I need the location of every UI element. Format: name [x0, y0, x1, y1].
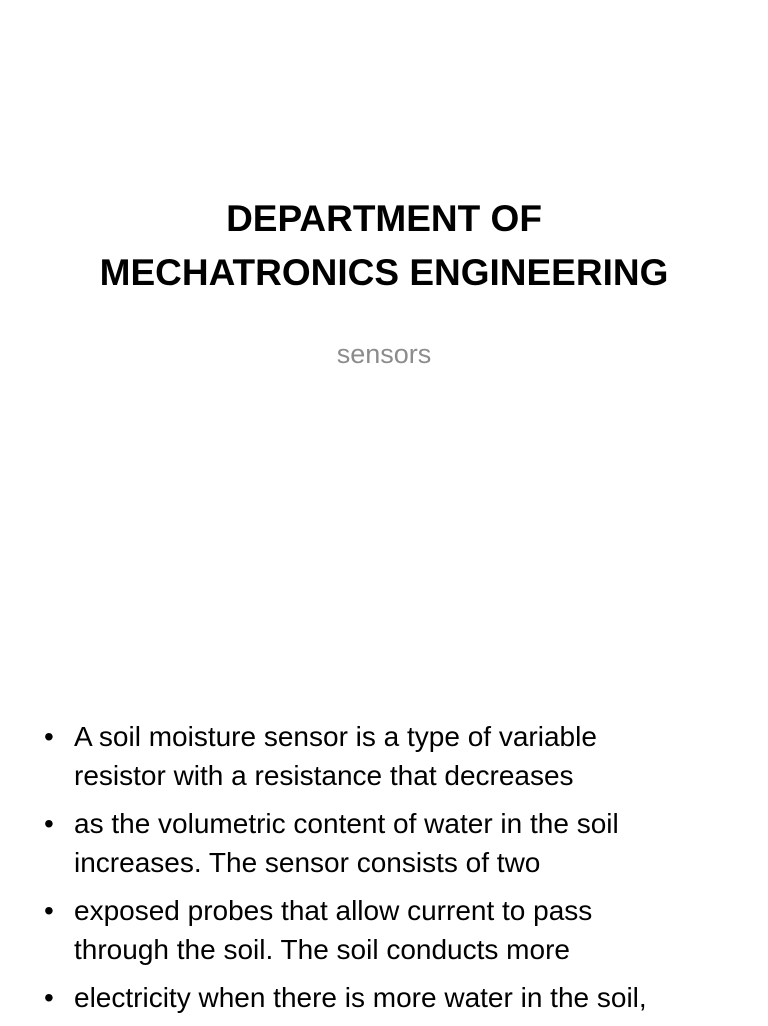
slide-subtitle: sensors	[336, 339, 432, 369]
bullet-line: electricity when there is more water in the soil,	[74, 982, 647, 1013]
bullet-icon: •	[44, 808, 54, 839]
bullet-list	[44, 717, 744, 1026]
bullet-line: exposed probes that allow current to pass	[74, 895, 593, 926]
bullet-text	[74, 891, 744, 969]
bullet-line: as the volumetric content of water in the soil	[74, 808, 619, 839]
bullet-text	[74, 804, 744, 882]
title-line-2: MECHATRONICS ENGINEERING	[99, 252, 669, 293]
title-line-1: DEPARTMENT OF	[226, 198, 542, 239]
bullet-line: increases. The sensor consists of two	[74, 847, 541, 878]
content-slide	[0, 712, 768, 1024]
slide-title	[0, 192, 768, 300]
bullet-icon: •	[44, 982, 54, 1013]
bullet-item	[44, 891, 744, 969]
bullet-item	[44, 978, 744, 1017]
bullet-icon: •	[44, 721, 54, 752]
bullet-text	[74, 717, 744, 795]
bullet-line: A soil moisture sensor is a type of variable	[74, 721, 597, 752]
bullet-icon: •	[44, 895, 54, 926]
bullet-line: through the soil. The soil conducts more	[74, 934, 570, 965]
bullet-text	[74, 978, 744, 1017]
bullet-line: resistor with a resistance that decreases	[74, 760, 574, 791]
bullet-item	[44, 804, 744, 882]
bullet-item	[44, 717, 744, 795]
